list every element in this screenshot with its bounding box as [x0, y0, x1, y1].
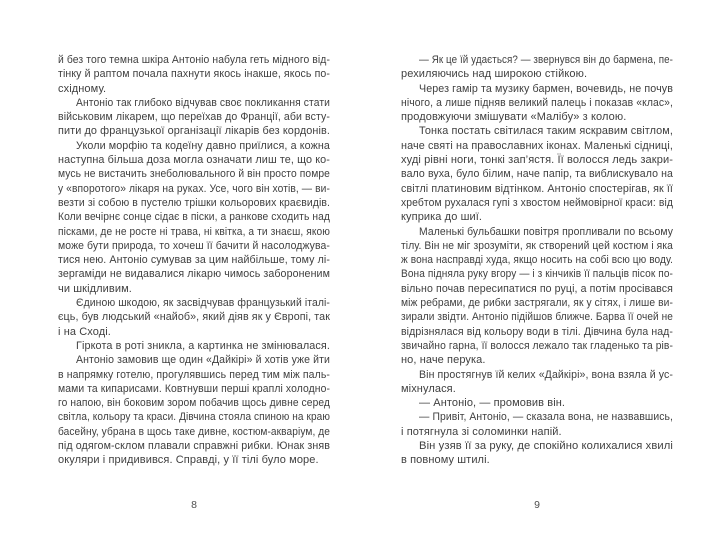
text-line: східному. [58, 82, 107, 95]
text-line: тінку й раптом почала пахнути якось інакше, якось по- [58, 68, 330, 81]
text-line: тілу. Він не міг зрозуміти, як створений цей костюм і яка [401, 239, 673, 252]
text-line: — Привіт, Антоніо, — сказала вона, не назвавшись, [419, 411, 673, 424]
text-line: Гіркота в роті зникла, а картинка не змінювалася. [76, 339, 330, 352]
text-line: нічого, а лише підняв великий палець і показав «клас», [401, 96, 673, 109]
text-line: між ребрами, де рибки застрягали, як у сітях, і лише ви- [401, 297, 673, 310]
text-line: худі рівні ноги, тонкі зап’ястя. Її волосся ледь закри- [401, 154, 673, 167]
text-line: — Як це їй удається? — звернувся він до бармена, пе- [419, 54, 673, 66]
text-line: світлі платиновим відтінком. Антоніо спостерігав, як її [401, 182, 673, 195]
text-line: у «впоротого» лікаря на руках. Усе, чого він хотів, — ви- [58, 182, 330, 195]
text-line: Єдиною шкодою, як засвідчував французький італі- [76, 297, 330, 310]
text-line: може бути природа, то хочеш її бачити й насолоджува- [58, 239, 330, 252]
text-line: басейну, убрана в щось таке дивне, костюм-акваріум, де [58, 425, 330, 438]
text-line: Маленькі бульбашки повітря пропливали по всьому [419, 225, 673, 238]
text-line: під одягом-склом плавали справжні рибки. Юнак зняв [58, 440, 330, 453]
text-line: Вона підняла руку вгору — і з кінчиків її пальців пісок по- [401, 268, 673, 281]
text-line: в напрямку готелю, прогулявшись перед тим між паль- [58, 368, 330, 381]
text-line: і потягнула зі соломинки напій. [401, 425, 562, 438]
text-line: міхнулася. [401, 382, 456, 395]
text-line: Тонка постать світилася таким яскравим світлом, [419, 125, 673, 138]
text-line: Він простягнув їй келих «Дайкірі», вона взяла й ус- [419, 368, 673, 381]
text-line: Уколи морфію та кодеїну давно приїлися, а кожна [76, 139, 330, 152]
text-line: везти зі собою в пустелю трішки кольорових краєвидів. [58, 196, 330, 209]
text-line: звичайно гарна, її волосся лежало так гладенько та рів- [401, 339, 673, 352]
text-line: й без того темна шкіра Антоніо набула геть мідного від- [58, 54, 330, 66]
text-line: го напою, він боковим зором побачив щось дивне серед [58, 397, 330, 410]
text-line: Коли вечірнє сонце сідає в піски, а ранкове сходить над [58, 211, 330, 224]
text-line: наче святі на православних іконах. Маленькі сідниці, [401, 139, 673, 152]
text-line: світла, кольору та краси. Дівчина стояла спиною на краю [58, 411, 330, 424]
text-line: зергаміди не видавалися лікарю чимось забороненим [58, 268, 330, 281]
page-number-left: 8 [191, 499, 197, 511]
text-line: зирали звідти. Антоніо підійшов ближче. Барва її очей не [401, 311, 673, 324]
text-line: Антоніо так глибоко відчував своє покликання стати [76, 96, 330, 109]
text-line: тися нею. Антоніо сумував за цим найбільше, тому лі- [58, 254, 330, 267]
text-line: куприка до шиї. [401, 211, 483, 224]
text-line: чи шкідливим. [58, 282, 132, 295]
text-line: пити до французької організації лікарів без кордонів. [58, 125, 330, 138]
page-left-text [58, 50, 330, 465]
text-line: окуляри і придивився. Справді, у її тілі було море. [58, 454, 319, 467]
text-line: і на Сході. [58, 325, 111, 338]
text-line: — Антоніо, — промовив він. [419, 397, 566, 410]
text-line: ж вона насправді худа, якщо носить на собі всю цю воду. [401, 254, 673, 267]
text-line: Через гамір та музику бармен, вочевидь, не почув [419, 82, 673, 95]
text-line: рехиляючись над широкою стійкою. [401, 68, 588, 81]
text-line: продовжуючи змішувати «Малібу» з колою. [401, 111, 627, 124]
text-line: хребтом рухалася гупі з хвостом неймовірної краси: від [401, 196, 673, 209]
text-line: мами та кипарисами. Ковтнувши перші краплі холодно- [58, 382, 330, 395]
text-line: Антоніо замовив ще один «Дайкірі» й хотів уже йти [76, 354, 330, 367]
text-line: мусь не вистачить знеболювального й він просто помре [58, 168, 330, 181]
text-line: но, наче перука. [401, 354, 486, 367]
text-line: вільно почав пересипатися по руці, а потім просівався [401, 282, 673, 295]
page-right-text [401, 50, 673, 465]
text-line: військовим лікарем, що переїхав до Франції, аби всту- [58, 111, 330, 124]
text-line: єць, був людський «найоб», який діяв як у Європі, так [58, 311, 330, 324]
text-line: наступна більша доза могла означати лиш те, що ко- [58, 154, 330, 167]
text-line: вало вуха, було білим, наче папір, та виблискувало на [401, 168, 673, 181]
text-line: в повному штилі. [401, 454, 490, 467]
text-line: Він узяв її за руку, де спокійно колихалися хвилі [419, 440, 673, 453]
page-number-right: 9 [534, 499, 540, 511]
text-line: відрізнялася від кольору води в тілі. Дівчина була над- [401, 325, 673, 338]
text-line: пісками, де не росте ні трава, ні квітка, а ти знаєш, якою [58, 225, 330, 238]
